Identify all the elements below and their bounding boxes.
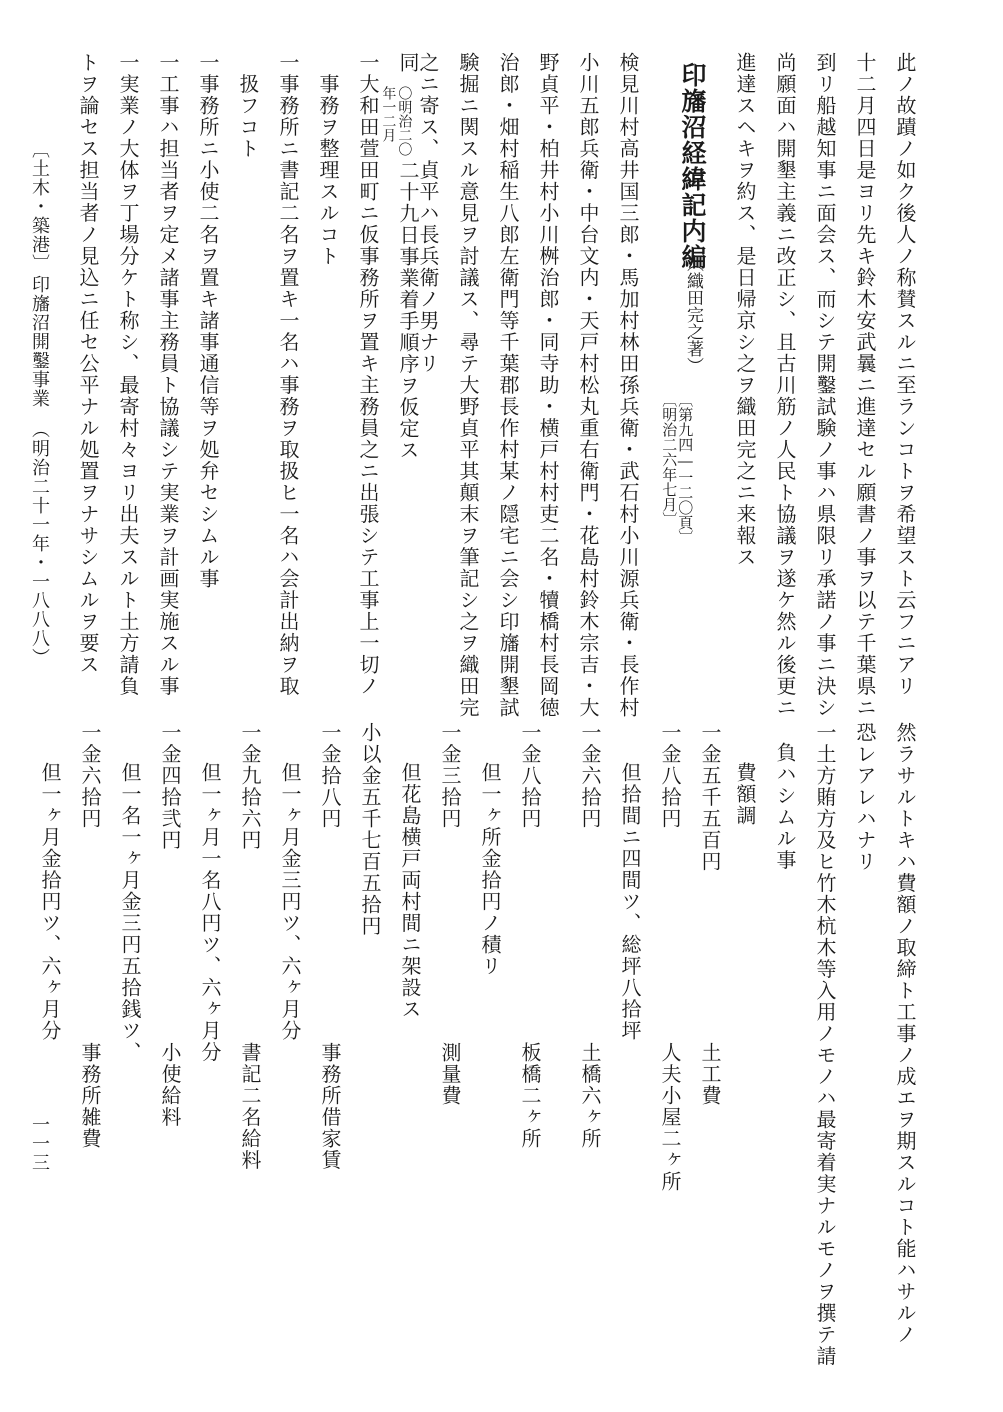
cost-note: 但一ヶ月一名八円ツ、六ヶ月分 [198,762,222,1063]
date-prefix: 同 [396,52,420,74]
text-line: 十二月四日是ヨリ先キ鈴木安武曩ニ進達セル願書ノ事ヲ以テ千葉県ニ [853,52,877,719]
date-text: 二十九日事業着手順序ヲ仮定ス [396,160,420,461]
date-note: 年一二月 [380,86,397,142]
cost-note: 但一ヶ月金三円ツ、六ヶ月分 [278,762,302,1042]
list-item: 一実業ノ大体ヲ丁場分ケト称シ、最寄村々ヨリ出夫スルト土方請負 [116,52,140,697]
list-item: 扱フコト [236,52,260,160]
footer-chapter: 印旛沼開鑿事業 [29,275,50,408]
cost-amount: 一金八拾円 [518,722,542,830]
cost-amount: 一金拾八円 [318,722,342,830]
cost-note: 但花島横戸両村間ニ架設ス [398,762,422,1020]
cost-note: 但一ヶ所金拾円ノ積リ [478,762,502,977]
cost-amount: 一金三拾円 [438,722,462,830]
text-line: 進達スヘキヲ約ス、是日帰京シ之ヲ織田完之ニ来報ス [733,52,757,568]
list-item: 一工事ハ担当者ヲ定メ諸事主務員ト協議シテ実業ヲ計画実施スル事 [156,52,180,697]
cost-label: 土工費 [698,1042,722,1107]
cost-label: 書記二名給料 [238,1042,262,1171]
text-line: 之ニ寄ス、貞平ハ長兵衛ノ男ナリ [416,52,440,375]
date-note: 〇明治二〇 [396,86,413,156]
section-title: 印旛沼経緯記内編 [678,62,707,270]
cost-amount: 一金五千五百円 [698,722,722,873]
cost-note: 但拾間ニ四間ツ、総坪八拾坪 [618,762,642,1042]
list-item: 一大和田萱田町ニ仮事務所ヲ置キ主務員之ニ出張シテ工事上一切ノ [356,52,380,697]
cost-label: 小使給料 [158,1042,182,1128]
page-reference: 〔第九四―一二〇頁〕 [676,392,695,545]
list-item: 一事務所ニ書記二名ヲ置キ一名ハ事務ヲ取扱ヒ一名ハ会計出納ヲ取 [276,52,300,697]
text-line: 一土方賄方及ヒ竹木杭木等入用ノモノハ最寄着実ナルモノヲ撰テ請 [813,722,837,1367]
text-line: 此ノ故蹟ノ如ク後人ノ称賛スルニ至ランコトヲ希望スト云フニアリ [893,52,917,697]
cost-label: 事務所借家賃 [318,1042,342,1171]
cost-label: 測量費 [438,1042,462,1107]
footer-era: （明治二十一年・一八八八） [29,420,50,667]
text-line: 然ラサルトキハ費額ノ取締ト工事ノ成エヲ期スルコト能ハサルノ [893,722,917,1346]
text-line: 尚願面ハ開墾主義ニ改正シ、且古川筋ノ人民ト協議ヲ遂ケ然ル後更ニ [773,52,797,719]
cost-note: 但一ヶ月金拾円ツ、六ヶ月分 [38,762,62,1042]
cost-amount: 一金六拾円 [78,722,102,830]
page-number: 一一三 [29,1115,50,1172]
cost-label: 人夫小屋二ヶ所 [658,1042,682,1193]
text-line: 検見川村高井国三郎・馬加村林田孫兵衛・武石村小川源兵衛・長作村 [616,52,640,719]
text-line: 恐レアレハナリ [853,722,877,873]
text-line: 負ハシムル事 [773,742,797,871]
text-line: 治郎・畑村稲生八郎左衛門等千葉郡長作村某ノ隠宅ニ会シ印旛開墾試 [496,52,520,719]
cost-amount: 一金六拾円 [578,722,602,830]
text-line: 到リ船越知事ニ面会ス、而シテ開鑿試験ノ事ハ県限リ承諾ノ事ニ決シ [813,52,837,719]
list-item: トヲ論セス担当者ノ見込ニ任セ公平ナル処置ヲナサシムルヲ要ス [76,52,100,676]
cost-heading: 費額調 [733,762,757,827]
cost-label: 板橋二ヶ所 [518,1042,542,1150]
list-item: 事務ヲ整理スルコト [316,52,340,267]
page-reference: 〔明治二六年七月〕 [660,392,679,527]
cost-label: 事務所雑費 [78,1042,102,1150]
cost-amount: 一金八拾円 [658,722,682,830]
text-line: 野貞平・柏井村小川桝治郎・同寺助・横戸村村吏二名・犢橋村長岡徳 [536,52,560,719]
cost-label: 土橋六ヶ所 [578,1042,602,1150]
cost-subtotal: 小以金五千七百五拾円 [358,722,382,937]
cost-amount: 一金九拾六円 [238,722,262,851]
text-line: 験掘ニ関スル意見ヲ討議ス、尋テ大野貞平其顛末ヲ筆記シ之ヲ織田完 [456,52,480,719]
cost-note: 但一名一ヶ月金三円五拾銭ツ、 [118,762,142,1063]
cost-amount: 一金四拾弐円 [158,722,182,851]
footer-category: 〔土木・築港〕 [29,140,50,273]
text-line: 小川五郎兵衛・中台文内・天戸村松丸重右衛門・花島村鈴木宗吉・大 [576,52,600,719]
author-note: （織田完之著） [683,255,703,374]
list-item: 一事務所ニ小使二名ヲ置キ諸事通信等ヲ処弁セシムル事 [196,52,220,590]
